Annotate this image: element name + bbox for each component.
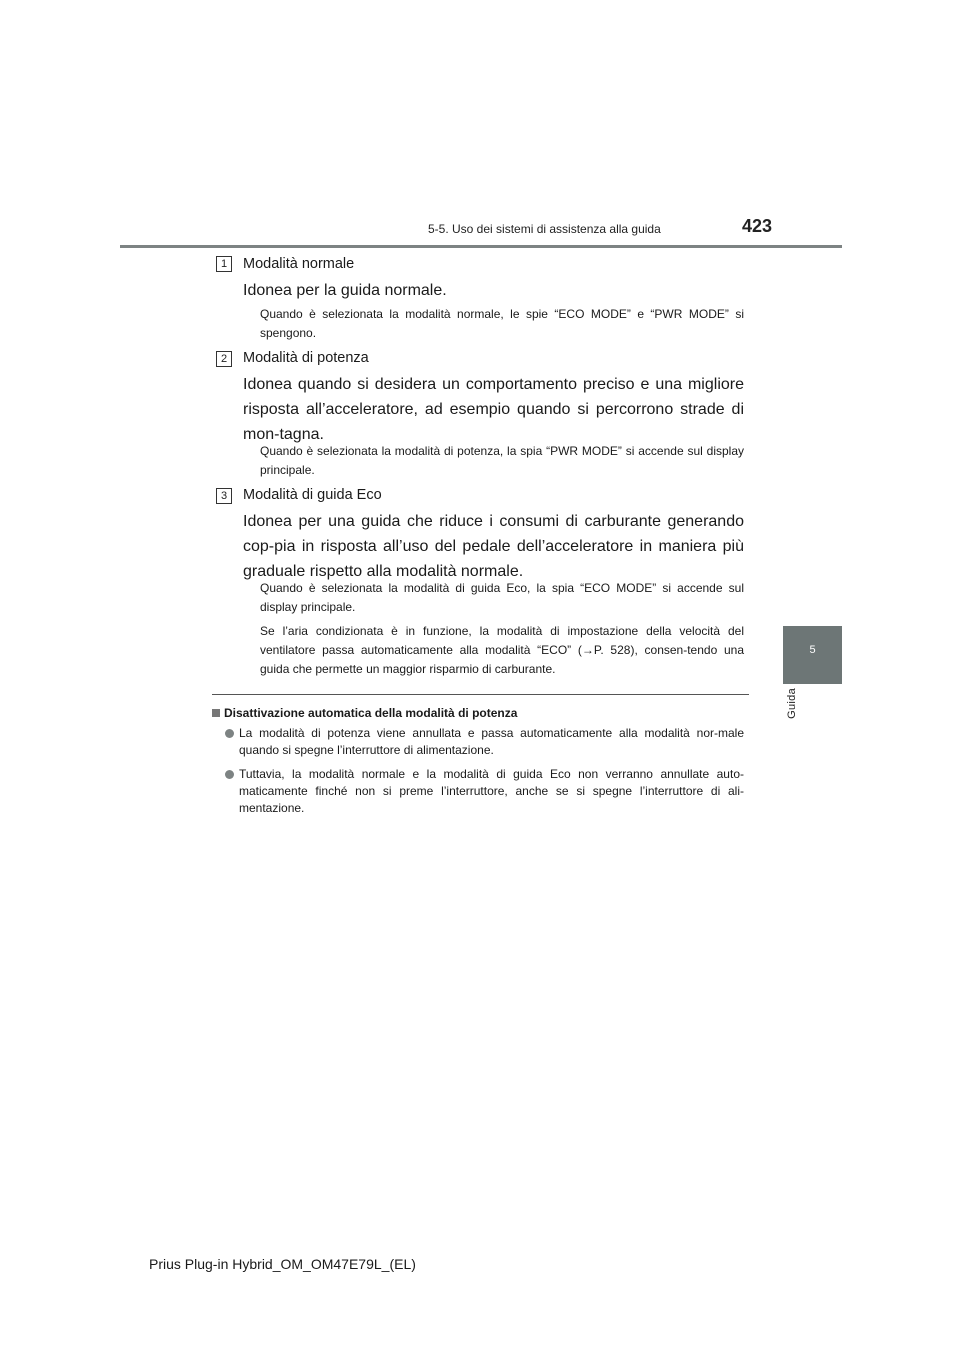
note-bullet [225,725,744,759]
item-note: Quando è selezionata la modalità di potenza, la spia “PWR MODE” si accende sul display principale. [260,444,744,477]
item-note: Se l’aria condizionata è in funzione, la modalità di impostazione della velocità del ventilatore passa automaticamente alla modalità “ECO” (→P. 528), consen-tendo una guida che permette un maggior risparmio di carburante. [260,624,744,676]
item-description: Idonea per la guida normale. [243,282,447,299]
item-description: Idonea per una guida che riduce i consumi di carburante generando cop-pia in risposta all’uso del pedale dell’acceleratore in maniera più graduale rispetto alla modalità normale. [243,513,744,580]
note-bullet [225,766,744,817]
notes-divider [212,694,749,695]
item-number-badge: 1 [216,256,232,272]
circle-bullet-icon [225,729,234,738]
chapter-label: Guida [786,688,798,719]
item-title: Modalità di potenza [243,350,369,366]
item-description: Idonea quando si desidera un comportamento preciso e una migliore risposta all’acceleratore, ad esempio quando si percorrono strade di mon-tagna. [243,376,744,443]
running-header-section: 5-5. Uso dei sistemi di assistenza alla guida [428,222,661,236]
square-bullet-icon [212,709,220,717]
note-bullet-text: Tuttavia, la modalità normale e la modalità di guida Eco non verranno annullate auto-maticamente finché non si preme l’interruttore, anche se si spegne l’interruttore di ali-mentazione. [239,767,744,815]
item-number-badge: 2 [216,351,232,367]
item-number-badge: 3 [216,488,232,504]
item-title: Modalità di guida Eco [243,487,382,503]
page-number: 423 [742,216,773,236]
notes-heading [212,706,517,720]
circle-bullet-icon [225,770,234,779]
item-note: Quando è selezionata la modalità di guida Eco, la spia “ECO MODE” si accende sul display principale. [260,581,744,614]
footer-document-id: Prius Plug-in Hybrid_OM_OM47E79L_(EL) [149,1256,416,1272]
chapter-label-box [783,688,807,748]
chapter-number: 5 [809,644,816,656]
chapter-tab [783,626,842,684]
notes-heading-text: Disattivazione automatica della modalità di potenza [224,706,518,720]
item-title: Modalità normale [243,256,355,272]
header-rule [120,245,842,248]
note-bullet-text: La modalità di potenza viene annullata e passa automaticamente alla modalità nor-male quando si spegne l’interruttore di alimentazione. [239,726,744,757]
item-note: Quando è selezionata la modalità normale, le spie “ECO MODE” e “PWR MODE” si spengono. [260,307,744,340]
